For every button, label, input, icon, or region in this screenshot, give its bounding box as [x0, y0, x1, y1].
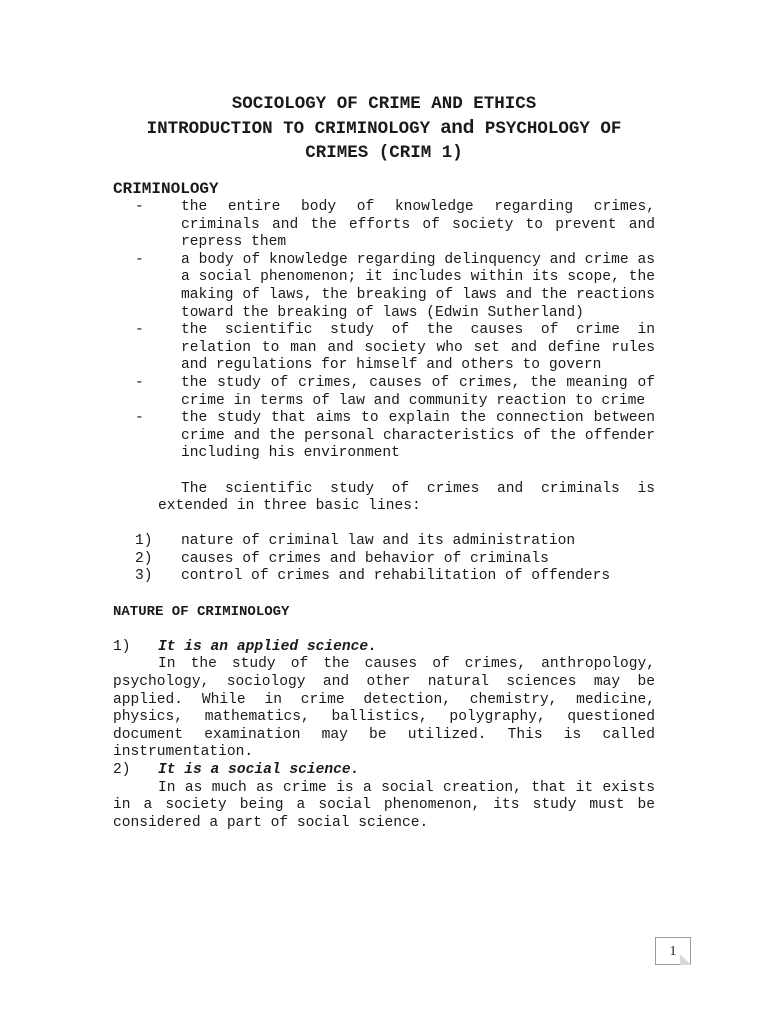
nature-item-header: [113, 762, 655, 780]
title-line-1: SOCIOLOGY OF CRIME AND ETHICS: [231, 94, 537, 114]
nature-item: [113, 639, 655, 762]
dash-marker: -: [135, 199, 144, 215]
definition-text: the study of crimes, causes of crimes, the meaning of crime in terms of law and community reaction to crime: [181, 374, 655, 409]
dash-marker: -: [135, 374, 144, 391]
dash-marker: -: [135, 322, 144, 339]
basic-line-text: control of crimes and rehabilitation of offenders: [181, 568, 611, 585]
nature-item: [113, 762, 655, 832]
page-number-box: [655, 937, 691, 965]
list-number: 2): [135, 550, 153, 567]
document-title: [113, 92, 655, 165]
definition-text: the entire body of knowledge regarding crimes, criminals and the efforts of society to prevent and repress them: [181, 199, 655, 251]
three-lines-intro: The scientific study of crimes and criminals is extended in three basic lines:: [158, 480, 655, 515]
title-line-3: CRIMES (CRIM 1): [305, 143, 463, 163]
basic-line-text: nature of criminal law and its administration: [181, 533, 576, 550]
basic-lines-list: [113, 533, 655, 586]
dash-marker: -: [135, 251, 144, 268]
basic-line-item: [113, 568, 655, 586]
definition-item: [113, 199, 655, 252]
item-body: In the study of the causes of crimes, anthropology, psychology, sociology and other natural sciences may be applied. While in crime detection, chemistry, medicine, physics, mathematics, ballistics, polygraphy, questioned document examination may be utilized. This is called instrumentation.: [113, 656, 655, 761]
item-body: In as much as crime is a social creation, that it exists in a society being a social phenomenon, its study must be considered a part of social science.: [113, 779, 655, 831]
definition-list: [113, 199, 655, 463]
definition-item: [113, 375, 655, 410]
definition-text: the scientific study of the causes of crime in relation to man and society who set and define rules and regulations for himself and others to govern: [181, 322, 655, 374]
basic-line-text: causes of crimes and behavior of criminals: [181, 550, 549, 567]
item-label: It is an applied science.: [158, 638, 377, 655]
definition-item: [113, 252, 655, 322]
definition-item: [113, 322, 655, 375]
title-line-2b: and: [440, 117, 475, 138]
item-number: 1): [113, 638, 131, 655]
page-number: 1: [669, 944, 677, 959]
dash-marker: -: [135, 410, 144, 427]
title-line-2: [113, 116, 655, 141]
criminology-heading: CRIMINOLOGY: [113, 180, 219, 198]
basic-line-item: [113, 533, 655, 551]
list-number: 1): [135, 533, 153, 550]
page-curl-icon: [680, 954, 691, 965]
title-line-2a: INTRODUCTION TO CRIMINOLOGY: [146, 119, 441, 139]
definition-text: the study that aims to explain the connection between crime and the personal characteristics of the offender including his environment: [181, 410, 655, 462]
item-label: It is a social science.: [158, 762, 360, 778]
definition-item: [113, 410, 655, 463]
list-number: 3): [135, 568, 153, 585]
nature-heading: NATURE OF CRIMINOLOGY: [113, 603, 290, 620]
definition-text: a body of knowledge regarding delinquency and crime as a social phenomenon; it includes within its scope, the making of laws, the breaking of laws and the reactions toward the breaking of laws (Edwin Sutherland): [181, 251, 655, 321]
nature-item-header: [113, 639, 655, 657]
item-number: 2): [113, 762, 131, 778]
title-line-2c: PSYCHOLOGY OF: [474, 119, 622, 139]
basic-line-item: [113, 551, 655, 569]
document-page: [113, 92, 655, 832]
